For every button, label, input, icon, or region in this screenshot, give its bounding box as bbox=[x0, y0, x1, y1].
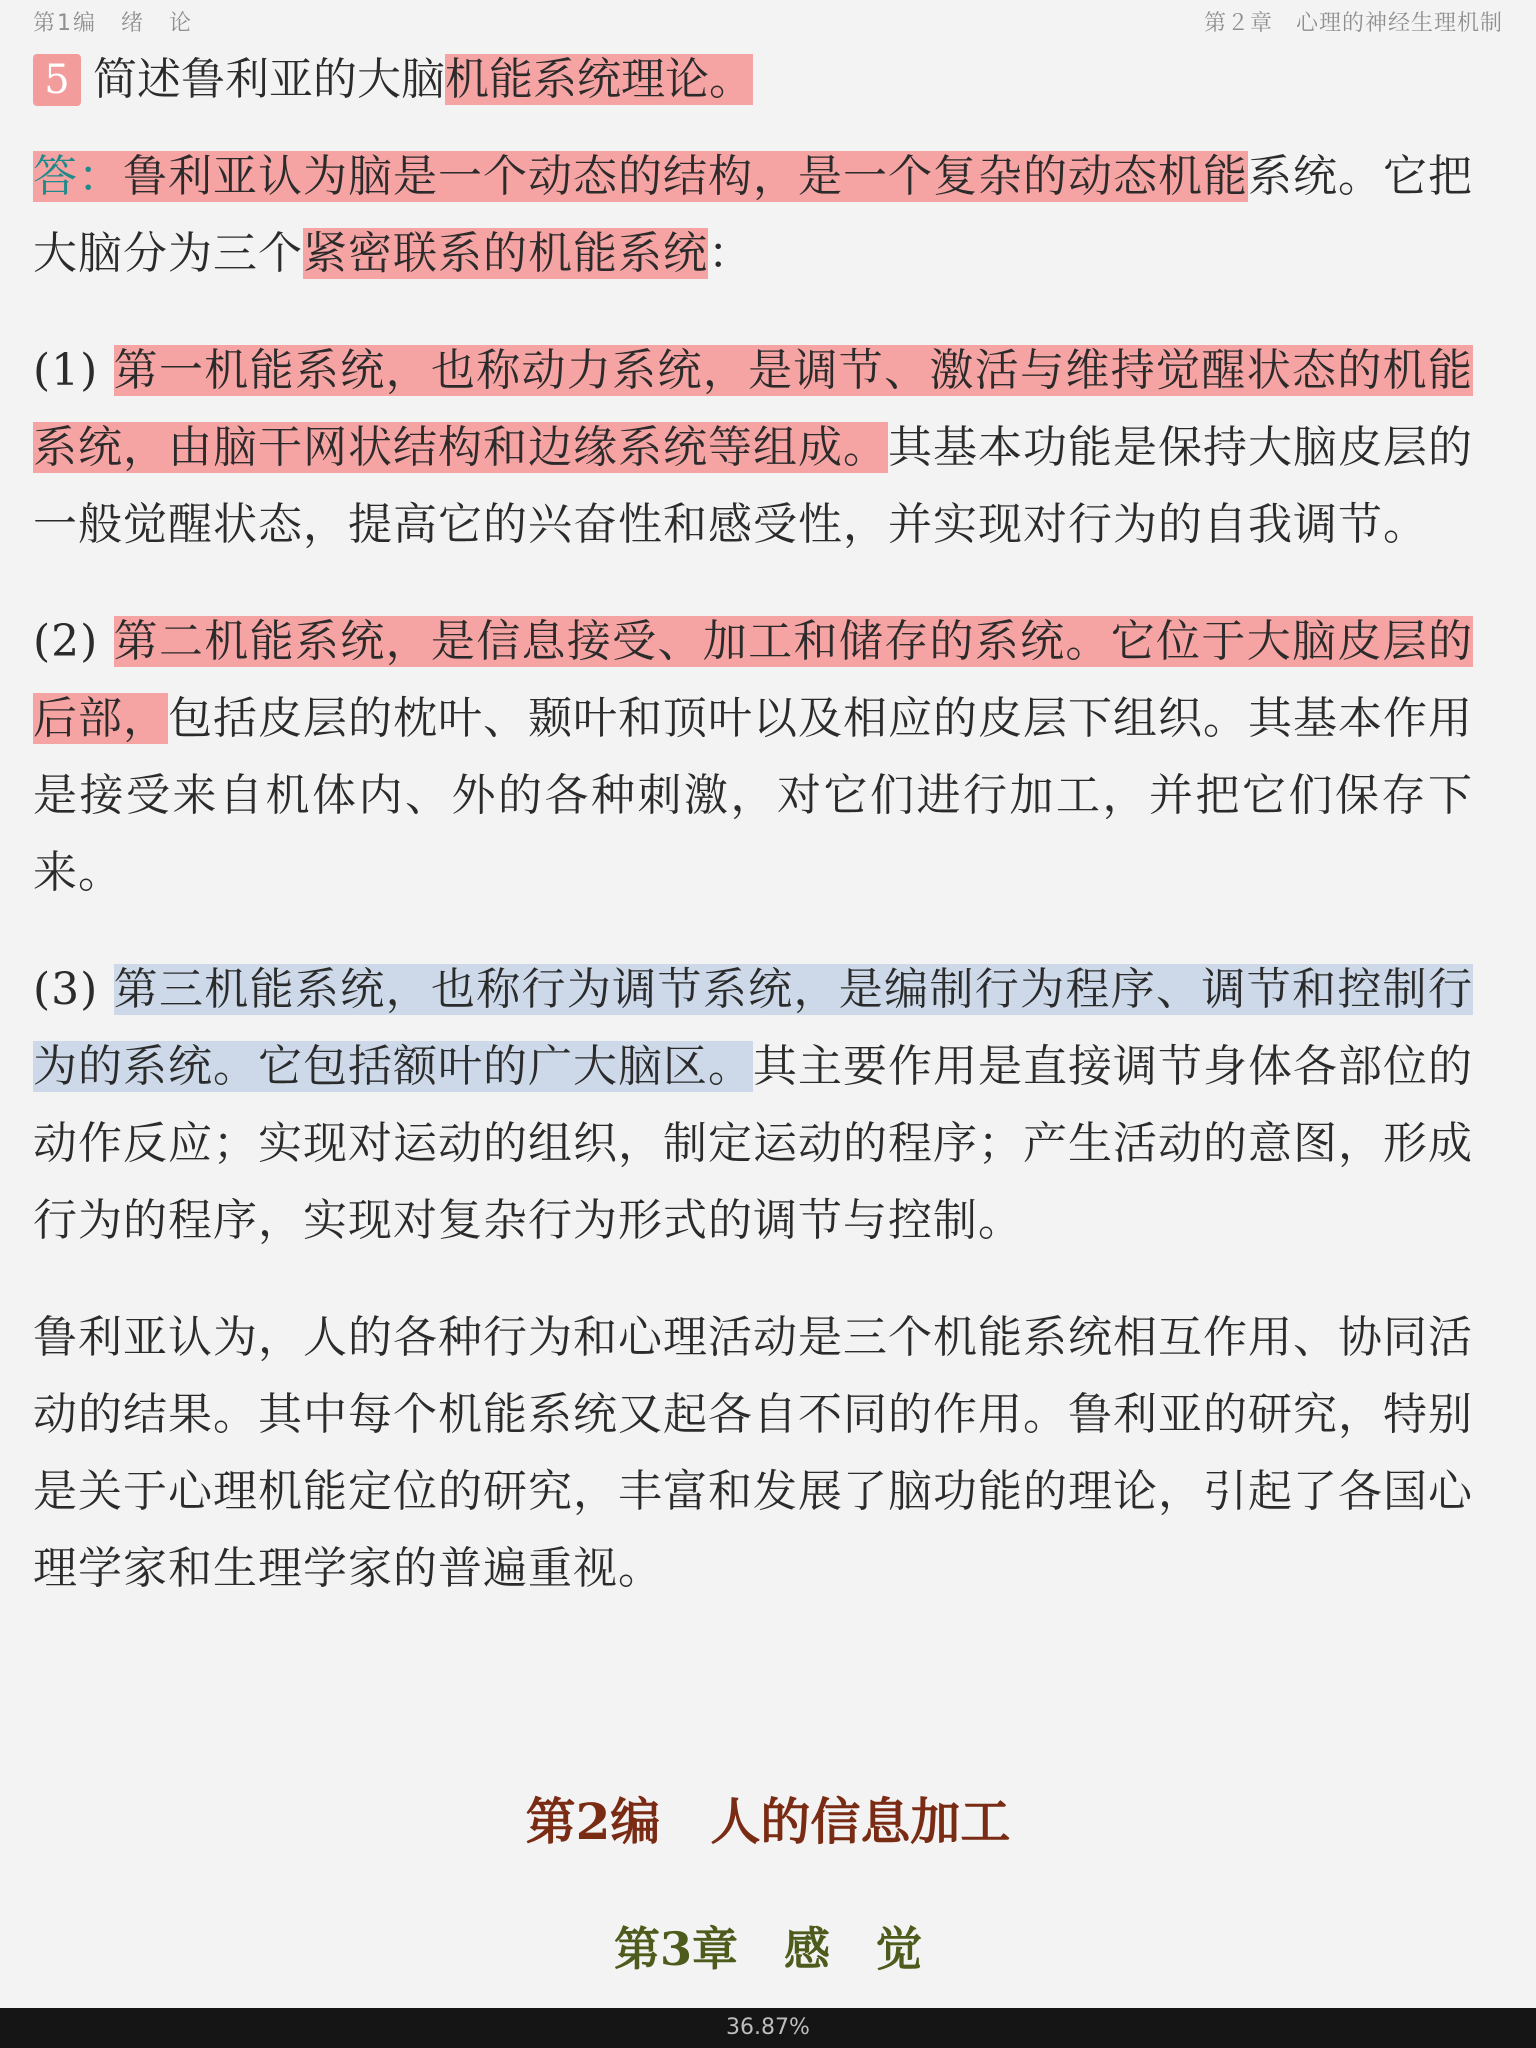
reading-progress-bar bbox=[0, 2008, 1536, 2048]
header-part-label: 第1编 绪 论 bbox=[33, 11, 193, 36]
item-text: 其主要作用是直接调节身体各部位的动作反应；实现对运动的组织，制定运动的程序；产生活动的意图，形成行为的程序，实现对复杂行为形式的调节与控制。 bbox=[33, 1041, 1473, 1246]
answer-intro: 答：鲁利亚认为脑是一个动态的结构，是一个复杂的动态机能系统。它把大脑分为三个紧密联系的机能系统： bbox=[33, 151, 1473, 279]
reader-header bbox=[0, 0, 1536, 38]
item-text: 其基本功能是保持大脑皮层的一般觉醒状态，提高它的兴奋性和感受性，并实现对行为的自我调节。 bbox=[33, 422, 1473, 550]
item-number: (3) bbox=[33, 964, 99, 1015]
page-content bbox=[33, 52, 1473, 1607]
question-line bbox=[33, 52, 1473, 108]
answer-highlight-2[interactable]: 紧密联系的机能系统 bbox=[303, 228, 708, 279]
chapter-title: 第3章 感 觉 bbox=[613, 1922, 922, 1976]
list-item-1 bbox=[33, 332, 1473, 563]
answer-label: 答： bbox=[33, 151, 123, 202]
item-highlight[interactable]: 第二机能系统，是信息接受、加工和储存的系统。它位于大脑皮层的后部， bbox=[33, 616, 1473, 744]
list-item-2 bbox=[33, 603, 1473, 911]
item-highlight[interactable]: 第三机能系统，也称行为调节系统，是编制行为程序、调节和控制行为的系统。它包括额叶的广大脑区。 bbox=[33, 964, 1473, 1092]
reading-progress-percent: 36.87% bbox=[726, 2015, 810, 2040]
part-title: 第2编 人的信息加工 bbox=[525, 1792, 1011, 1851]
item-text: 包括皮层的枕叶、颞叶和顶叶以及相应的皮层下组织。其基本作用是接受来自机体内、外的各种刺激，对它们进行加工，并把它们保存下来。 bbox=[33, 693, 1473, 898]
question-highlight[interactable]: 机能系统理论。 bbox=[445, 54, 753, 105]
item-number: (2) bbox=[33, 616, 99, 667]
conclusion-paragraph: 鲁利亚认为，人的各种行为和心理活动是三个机能系统相互作用、协同活动的结果。其中每个机能系统又起各自不同的作用。鲁利亚的研究，特别是关于心理机能定位的研究，丰富和发展了脑功能的理论，引起了各国心理学家和生理学家的普遍重视。 bbox=[33, 1312, 1473, 1594]
answer-highlight[interactable]: 答：鲁利亚认为脑是一个动态的结构，是一个复杂的动态机能 bbox=[33, 151, 1248, 202]
question-text: 简述鲁利亚的大脑机能系统理论。 bbox=[93, 54, 753, 105]
item-highlight[interactable]: 第一机能系统，也称动力系统，是调节、激活与维持觉醒状态的机能系统，由脑干网状结构和边缘系统等组成。 bbox=[33, 345, 1473, 473]
header-chapter-label: 第２章 心理的神经生理机制 bbox=[1203, 11, 1503, 36]
list-item-3 bbox=[33, 951, 1473, 1259]
question-number-badge: 5 bbox=[33, 54, 81, 106]
item-number: (1) bbox=[33, 345, 99, 396]
